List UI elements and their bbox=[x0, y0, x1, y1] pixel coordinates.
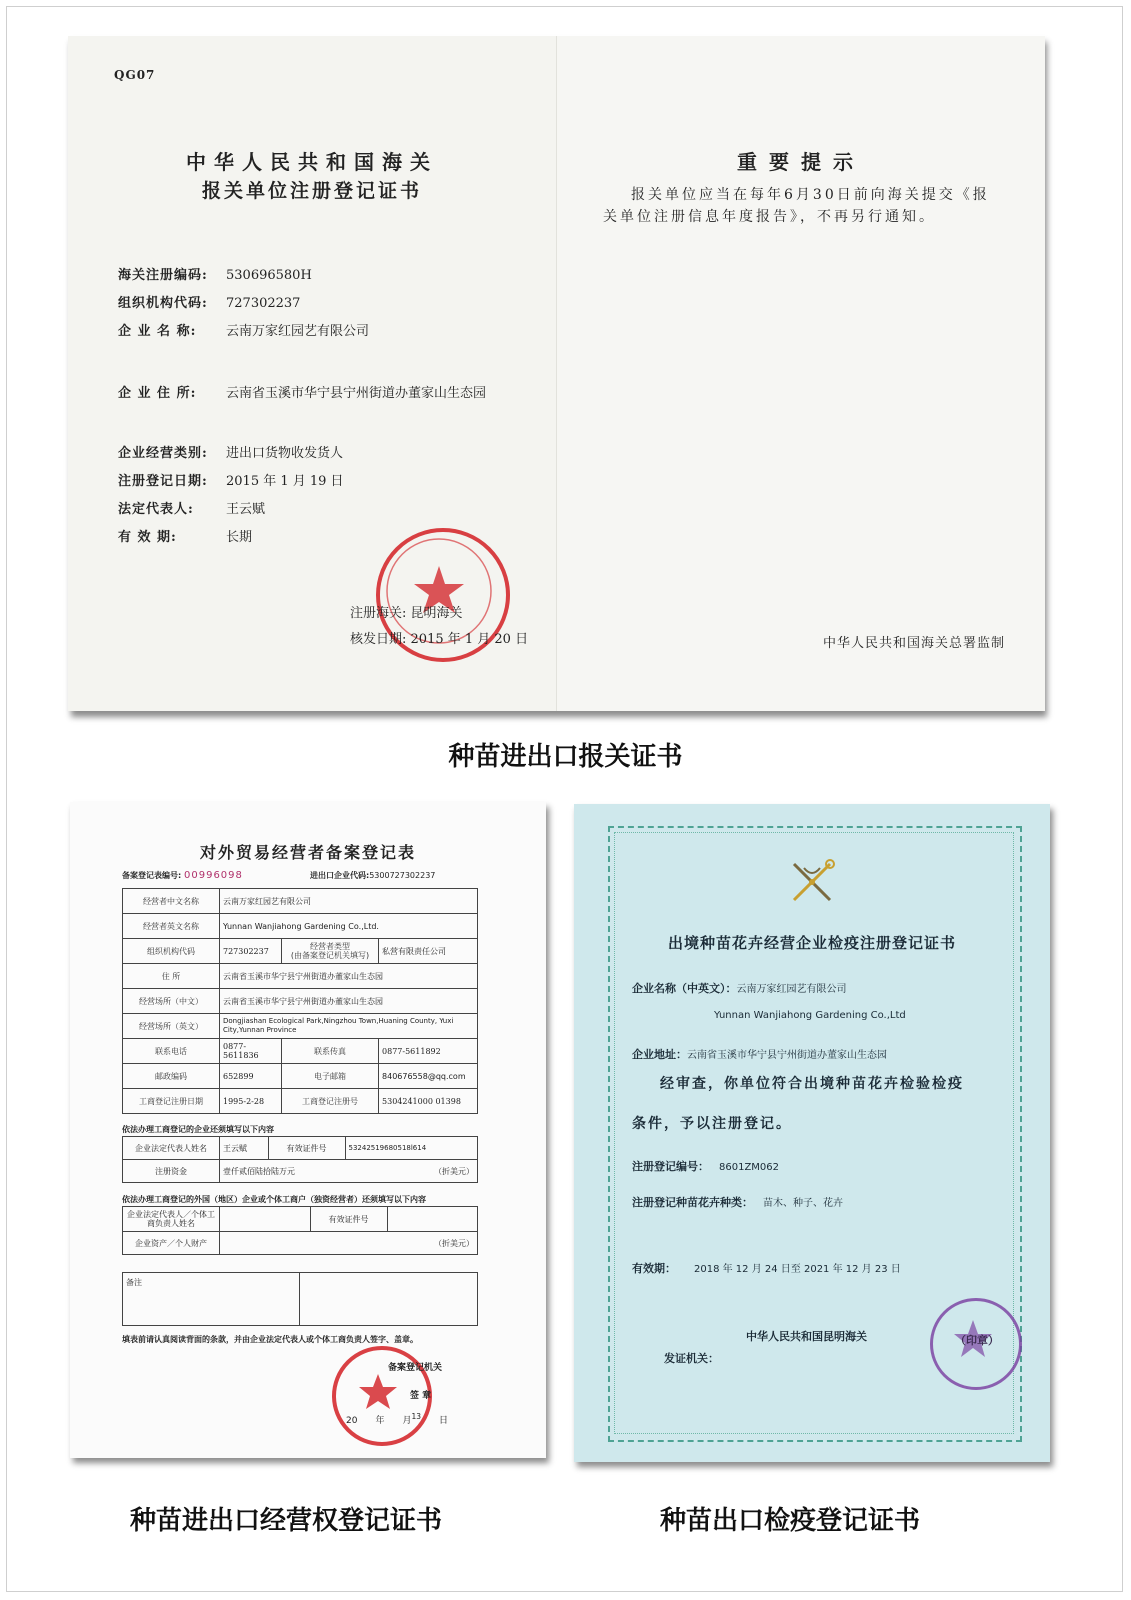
table-row: 组织机构代码 727302237 经营者类型 (由备案登记机关填写) 私营有限责任公司 bbox=[123, 939, 478, 964]
table-row: 联系电话 0877-5611836 联系传真 0877-5611892 bbox=[123, 1039, 478, 1064]
table-row: 备注 bbox=[123, 1273, 478, 1326]
table-row: 企业资产／个人财产 （折美元） bbox=[123, 1232, 478, 1255]
caption-trade-rights-certificate: 种苗进出口经营权登记证书 bbox=[130, 1506, 443, 1536]
issue-date: 核发日期: 2015 年 1 月 20 日 bbox=[350, 632, 529, 647]
field-legal-rep: 法定代表人: 王云赋 bbox=[118, 502, 266, 517]
certificate-title: 出境种苗花卉经营企业检疫注册登记证书 bbox=[667, 934, 956, 952]
notice-body: 报关单位应当在每年6月30日前向海关提交《报关单位注册信息年度报告》，不再另行通知。 bbox=[603, 187, 990, 225]
registration-authority: 备案登记机关 bbox=[388, 1363, 443, 1373]
table-row: 企业法定代表人／个体工商负责人姓名 有效证件号 bbox=[123, 1207, 478, 1232]
customs-registration-booklet bbox=[68, 36, 1044, 711]
validity-row: 有效期： 2018 年 12 月 24 日至 2021 年 12 月 23 日 bbox=[632, 1262, 901, 1275]
field-validity: 有 效 期: 长期 bbox=[118, 530, 253, 545]
foreign-trade-registration-form bbox=[70, 802, 546, 1458]
customs-emblem-icon bbox=[786, 856, 838, 908]
field-business-type: 企业经营类别: 进出口货物收发货人 bbox=[118, 446, 344, 461]
field-customs-code: 海关注册编码: 530696580H bbox=[118, 268, 312, 283]
section-domestic: 依法办理工商登记的企业还须填写以下内容 bbox=[122, 1125, 274, 1134]
company-name-row: 企业名称（中英文）：云南万家红园艺有限公司 bbox=[632, 982, 847, 995]
field-org-code: 组织机构代码: 727302237 bbox=[118, 296, 301, 311]
booklet-right-page bbox=[556, 36, 1045, 711]
field-registration-date: 注册登记日期: 2015 年 1 月 19 日 bbox=[118, 474, 344, 489]
table-row: 经营场所（英文） Dongjiashan Ecological Park,Ningzhou Town,Huaning County, Yuxi City,Yunnan Province bbox=[123, 1014, 478, 1039]
form-note: 填表前请认真阅读背面的条款，并由企业法定代表人或个体工商负责人签字、盖章。 bbox=[122, 1335, 418, 1344]
field-company-address: 企 业 住 所: 云南省玉溪市华宁县宁州街道办董家山生态园 bbox=[118, 386, 487, 401]
registered-types-row: 注册登记种苗花卉种类： 苗木、种子、花卉 bbox=[632, 1196, 843, 1209]
caption-customs-certificate: 种苗进出口报关证书 bbox=[448, 742, 683, 772]
issuer-label: 发证机关： bbox=[664, 1352, 719, 1365]
notice-footer: 中华人民共和国海关总署监制 bbox=[822, 636, 1005, 651]
notice-title: 重要提示 bbox=[737, 150, 865, 174]
caption-quarantine-certificate: 种苗出口检疫登记证书 bbox=[660, 1506, 921, 1536]
certificate-subtitle: 报关单位注册登记证书 bbox=[201, 180, 422, 202]
foreign-table bbox=[122, 1206, 478, 1255]
remarks-table bbox=[122, 1272, 478, 1326]
registration-table bbox=[122, 888, 478, 1114]
certificate-title: 中华人民共和国海关 bbox=[186, 150, 438, 174]
import-export-code: 进出口企业代码:5300727302237 bbox=[310, 871, 436, 880]
registration-date: 20 年 月$^{13}$ 日 bbox=[346, 1412, 449, 1426]
booklet-left-page bbox=[68, 36, 556, 711]
quarantine-registration-certificate bbox=[574, 804, 1050, 1462]
table-row: 工商登记注册日期 1995-2-28 工商登记注册号 5304241000 01398 bbox=[123, 1089, 478, 1114]
issuer-name: 中华人民共和国昆明海关 bbox=[746, 1330, 867, 1343]
registration-number-row: 注册登记编号： 8601ZM062 bbox=[632, 1160, 780, 1173]
approval-text-line1: 经审查，你单位符合出境种苗花卉检验检疫 bbox=[660, 1076, 964, 1092]
table-row: 住 所 云南省玉溪市华宁县宁州街道办董家山生态园 bbox=[123, 964, 478, 989]
form-code: QG07 bbox=[114, 68, 156, 82]
issuing-customs: 注册海关: 昆明海关 bbox=[350, 606, 463, 621]
field-company-name: 企 业 名 称: 云南万家红园艺有限公司 bbox=[118, 324, 370, 339]
section-foreign: 依法办理工商登记的外国（地区）企业或个体工商户（独资经营者）还须填写以下内容 bbox=[122, 1195, 426, 1204]
domestic-table bbox=[122, 1136, 478, 1183]
company-address-row: 企业地址：云南省玉溪市华宁县宁州街道办董家山生态园 bbox=[632, 1048, 887, 1061]
form-title: 对外贸易经营者备案登记表 bbox=[199, 843, 416, 862]
table-row: 经营者中文名称 云南万家红园艺有限公司 bbox=[123, 889, 478, 914]
approval-text-line2: 条件，予以注册登记。 bbox=[632, 1116, 792, 1132]
record-number: 备案登记表编号: 00996098 bbox=[122, 870, 243, 881]
table-row: 邮政编码 652899 电子邮箱 840676558@qq.com bbox=[123, 1064, 478, 1089]
seal-label: （印章） bbox=[955, 1334, 999, 1347]
table-row: 经营场所（中文） 云南省玉溪市华宁县宁州街道办董家山生态园 bbox=[123, 989, 478, 1014]
table-row: 企业法定代表人姓名 王云赋 有效证件号 53242519680518l614 bbox=[123, 1137, 478, 1160]
signature-seal-label: 签 章 bbox=[410, 1391, 432, 1401]
company-name-en: Yunnan Wanjiahong Gardening Co.,Ltd bbox=[714, 1010, 906, 1021]
table-row: 经营者英文名称 Yunnan Wanjiahong Gardening Co.,Ltd. bbox=[123, 914, 478, 939]
table-row: 注册资金 壹仟贰佰陆拾陆万元 （折美元） bbox=[123, 1160, 478, 1183]
